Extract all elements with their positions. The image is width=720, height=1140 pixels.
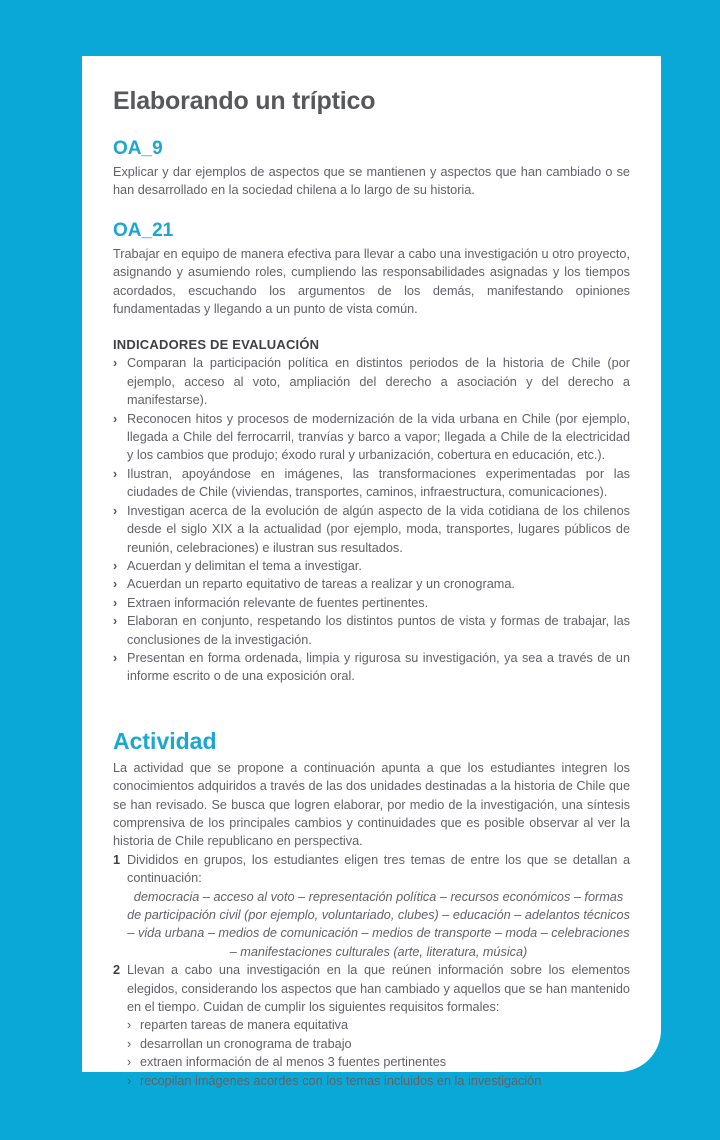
activity-step-2 bbox=[113, 961, 630, 1090]
requirements-list bbox=[127, 1016, 630, 1090]
indicator-text: Investigan acerca de la evolución de algún aspecto de la vida cotidiana de los chilenos desde el siglo XIX a la actualidad (por ejemplo, moda, transportes, lugares públicos de reunión, celebraciones) e ilustran sus resultados. bbox=[127, 503, 630, 555]
step-number: 1 bbox=[113, 852, 121, 867]
indicator-text: Ilustran, apoyándose en imágenes, las transformaciones experimentadas por las ciudades de Chile (viviendas, transportes, caminos, infraestructura, comunicaciones). bbox=[127, 466, 630, 500]
list-item bbox=[127, 1053, 630, 1071]
content-card bbox=[82, 56, 661, 1088]
chevron-bullet-icon: › bbox=[127, 1018, 132, 1033]
requirement-text: recopilan imágenes acordes con los temas incluidos en la investigación bbox=[140, 1073, 542, 1088]
step-body bbox=[127, 961, 630, 1090]
chevron-bullet-icon: › bbox=[113, 558, 118, 573]
step-body bbox=[127, 851, 630, 961]
chevron-bullet-icon: › bbox=[113, 411, 118, 426]
chevron-bullet-icon: › bbox=[113, 356, 118, 371]
chevron-bullet-icon: › bbox=[113, 466, 118, 481]
indicator-text: Presentan en forma ordenada, limpia y rigurosa su investigación, ya sea a través de un informe escrito o de una exposición oral. bbox=[127, 650, 630, 684]
chevron-bullet-icon: › bbox=[113, 577, 118, 592]
chevron-bullet-icon: › bbox=[113, 614, 118, 629]
chevron-bullet-icon: › bbox=[127, 1055, 132, 1070]
actividad-heading: Actividad bbox=[113, 727, 217, 754]
list-item bbox=[113, 502, 630, 557]
oa9-body: Explicar y dar ejemplos de aspectos que se mantienen y aspectos que han cambiado o se han desarrollado en la sociedad chilena a lo largo de su historia. bbox=[113, 165, 630, 198]
indicator-text: Comparan la participación política en distintos periodos de la historia de Chile (por ejemplo, acceso al voto, ampliación del derecho a asociación y del derecho a manifestarse). bbox=[127, 356, 630, 408]
list-item bbox=[127, 1016, 630, 1034]
list-item bbox=[113, 649, 630, 686]
chevron-bullet-icon: › bbox=[127, 1073, 132, 1088]
list-item bbox=[113, 594, 630, 612]
indicator-text: Acuerdan y delimitan el tema a investigar. bbox=[127, 558, 362, 573]
step-text: Divididos en grupos, los estudiantes eligen tres temas de entre los que se detallan a continuación: bbox=[127, 852, 630, 886]
list-item bbox=[113, 410, 630, 465]
indicadores-heading: INDICADORES DE EVALUACIÓN bbox=[113, 337, 320, 353]
indicator-text: Extraen información relevante de fuentes pertinentes. bbox=[127, 595, 429, 610]
actividad-intro: La actividad que se propone a continuación apunta a que los estudiantes integren los conocimientos adquiridos a través de las dos unidades destinadas a la historia de Chile que se han revisado. Se busca que logren elaborar, por medio de la investigación, una síntesis comprensiva de los principales cambios y continuidades que es posible observar al ver la historia de Chile republicano en perspectiva. bbox=[113, 760, 630, 849]
requirement-text: desarrollan un cronograma de trabajo bbox=[140, 1036, 352, 1051]
chevron-bullet-icon: › bbox=[113, 503, 118, 518]
oa9-heading: OA_9 bbox=[113, 138, 163, 159]
list-item bbox=[113, 612, 630, 649]
requirement-text: extraen información de al menos 3 fuentes pertinentes bbox=[140, 1055, 447, 1070]
themes-list-text: democracia – acceso al voto – representación política – recursos económicos – formas de participación civil (por ejemplo, voluntariado, clubes) – educación – adelantos técnicos – vida urbana – medios de comunicación – medios de transporte – moda – celebraciones – manifestaciones culturales (arte, literatura, música) bbox=[127, 889, 630, 959]
indicadores-list bbox=[113, 354, 630, 685]
list-item bbox=[113, 354, 630, 409]
list-item bbox=[113, 465, 630, 502]
list-item bbox=[113, 575, 630, 593]
step-text: Llevan a cabo una investigación en la que reúnen información sobre los elementos elegidos, considerando los aspectos que han cambiado y aquellos que se han mantenido en el tiempo. Cuidan de cumplir los siguientes requisitos formales: bbox=[127, 963, 630, 1015]
requirement-text: reparten tareas de manera equitativa bbox=[140, 1018, 349, 1033]
page-title: Elaborando un tríptico bbox=[113, 87, 376, 115]
chevron-bullet-icon: › bbox=[113, 595, 118, 610]
chevron-bullet-icon: › bbox=[113, 650, 118, 665]
chevron-bullet-icon: › bbox=[127, 1036, 132, 1051]
step-number: 2 bbox=[113, 963, 121, 978]
indicator-text: Acuerdan un reparto equitativo de tareas a realizar y un cronograma. bbox=[127, 577, 515, 592]
list-item bbox=[127, 1072, 630, 1090]
indicator-text: Elaboran en conjunto, respetando los distintos puntos de vista y formas de trabajar, las conclusiones de la investigación. bbox=[127, 614, 630, 647]
list-item bbox=[113, 557, 630, 575]
activity-step-1 bbox=[113, 851, 630, 961]
oa21-body: Trabajar en equipo de manera efectiva para llevar a cabo una investigación u otro proyecto, asignando y asumiendo roles, cumpliendo las responsabilidades asignadas y los tiempos acordados, escuchando los argumentos de los demás, manifestando opiniones fundamentadas y llegando a un punto de vista común. bbox=[113, 246, 630, 317]
list-item bbox=[127, 1035, 630, 1053]
indicator-text: Reconocen hitos y procesos de modernización de la vida urbana en Chile (por ejemplo, llegada a Chile del ferrocarril, tranvías y barco a vapor; llegada a Chile de la electricidad y los cambios que produjo; éxodo rural y urbanización, cobertura en educación, etc.). bbox=[127, 411, 630, 463]
oa21-heading: OA_21 bbox=[113, 219, 174, 241]
